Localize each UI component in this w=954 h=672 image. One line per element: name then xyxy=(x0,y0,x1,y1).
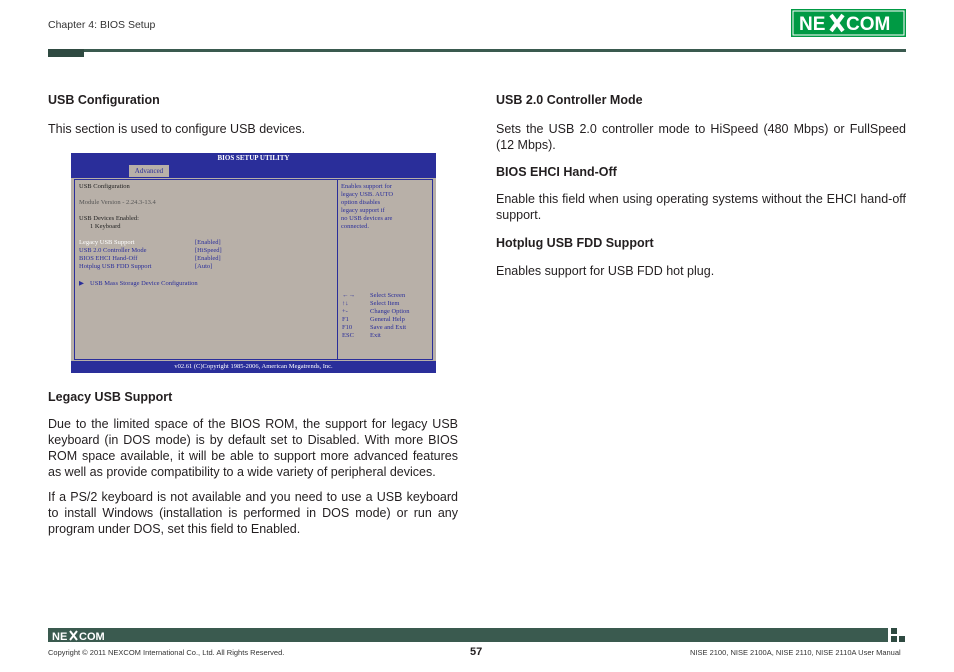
svg-text:NE: NE xyxy=(52,631,68,641)
nexcom-logo xyxy=(791,9,906,37)
svg-text:COM: COM xyxy=(79,631,105,641)
bios-devices-label: USB Devices Enabled: xyxy=(79,215,139,222)
bios-help-line: connected. xyxy=(341,223,369,230)
ehci-handoff-heading: BIOS EHCI Hand-Off xyxy=(496,165,617,179)
copyright-notice: Copyright © 2011 NEXCOM International Co., Ltd. All Rights Reserved. xyxy=(48,648,285,657)
bios-key: ESC xyxy=(342,332,354,339)
bios-key-action: Select Screen xyxy=(370,292,406,299)
header-rule xyxy=(48,49,906,52)
footer-square xyxy=(899,636,905,642)
usb-configuration-desc: This section is used to configure USB devices. xyxy=(48,122,306,136)
bios-copyright: v02.61 (C)Copyright 1985-2006, American Megatrends, Inc. xyxy=(71,361,436,373)
bios-help-line: legacy support if xyxy=(341,207,385,214)
bios-tab-bar xyxy=(71,164,436,178)
bios-key-action: Select Item xyxy=(370,300,400,307)
footer-square xyxy=(891,628,897,634)
bios-key-action: Save and Exit xyxy=(370,324,407,331)
bios-submenu-mass-storage: USB Mass Storage Device Configuration xyxy=(90,280,198,287)
bios-option-ehci-handoff-value: [Enabled] xyxy=(195,255,221,262)
bios-option-ehci-handoff: BIOS EHCI Hand-Off xyxy=(79,255,138,262)
manual-title: NISE 2100, NISE 2100A, NISE 2110, NISE 2110A User Manual xyxy=(690,648,901,657)
bios-key: F10 xyxy=(342,324,353,331)
chapter-title: Chapter 4: BIOS Setup xyxy=(48,19,156,31)
bios-help-line: Enables support for xyxy=(341,183,392,190)
bios-devices-value: 1 Keyboard xyxy=(90,223,121,230)
bios-tab-advanced: Advanced xyxy=(129,165,169,177)
hotplug-fdd-desc: Enables support for USB FDD hot plug. xyxy=(496,264,715,278)
bios-key-action: Change Option xyxy=(370,308,410,315)
footer-bar xyxy=(48,628,888,642)
footer-square xyxy=(891,636,897,642)
bios-key-action: Exit xyxy=(370,332,381,339)
bios-submenu-arrow-icon: ▶ xyxy=(79,280,84,287)
bios-option-hotplug-fdd-value: [Auto] xyxy=(195,263,213,270)
svg-text:COM: COM xyxy=(846,14,891,35)
bios-option-hotplug-fdd: Hotplug USB FDD Support xyxy=(79,263,152,270)
hotplug-fdd-heading: Hotplug USB FDD Support xyxy=(496,236,654,250)
bios-key: F1 xyxy=(342,316,349,323)
bios-key: ↑↓ xyxy=(342,300,349,307)
header-rule-accent xyxy=(48,49,84,57)
nexcom-footer-logo xyxy=(52,630,110,641)
usb20-controller-desc: Sets the USB 2.0 controller mode to HiSpeed (480 Mbps) or FullSpeed (12 Mbps). xyxy=(496,122,906,152)
bios-key: +- xyxy=(342,308,348,315)
svg-text:NE: NE xyxy=(799,14,826,35)
bios-panel-divider xyxy=(337,179,338,360)
bios-option-legacy-usb: Legacy USB Support xyxy=(79,239,135,246)
page-number: 57 xyxy=(470,646,483,658)
bios-key: ←→ xyxy=(342,292,355,299)
bios-key-action: General Help xyxy=(370,316,405,323)
bios-option-usb20-mode-value: [HiSpeed] xyxy=(195,247,222,254)
bios-option-usb20-mode: USB 2.0 Controller Mode xyxy=(79,247,147,254)
usb-configuration-heading: USB Configuration xyxy=(48,93,160,107)
bios-option-legacy-usb-value: [Enabled] xyxy=(195,239,221,246)
bios-module-version: Module Version - 2.24.3-13.4 xyxy=(79,199,156,206)
bios-section-title: USB Configuration xyxy=(79,183,130,190)
bios-help-line: option disables xyxy=(341,199,381,206)
legacy-usb-paragraph-1: Due to the limited space of the BIOS ROM, the support for legacy USB keyboard (in DOS mode) is by default set to Disabled. With more BIOS ROM space available, it will be able to support more advanced features as well as provide compatibility to a wide variety of peripheral devices. xyxy=(48,417,458,479)
bios-screenshot xyxy=(71,153,436,373)
ehci-handoff-desc: Enable this field when using operating systems without the EHCI hand-off support. xyxy=(496,192,906,222)
bios-title: BIOS SETUP UTILITY xyxy=(71,153,436,164)
legacy-usb-heading: Legacy USB Support xyxy=(48,390,173,404)
usb20-controller-heading: USB 2.0 Controller Mode xyxy=(496,93,643,107)
bios-help-line: no USB devices are xyxy=(341,215,393,222)
bios-help-line: legacy USB. AUTO xyxy=(341,191,394,198)
legacy-usb-paragraph-2: If a PS/2 keyboard is not available and you need to use a USB keyboard to install Windows (installation is performed in DOS mode) or run any program under DOS, set this field to Enabled. xyxy=(48,490,458,536)
